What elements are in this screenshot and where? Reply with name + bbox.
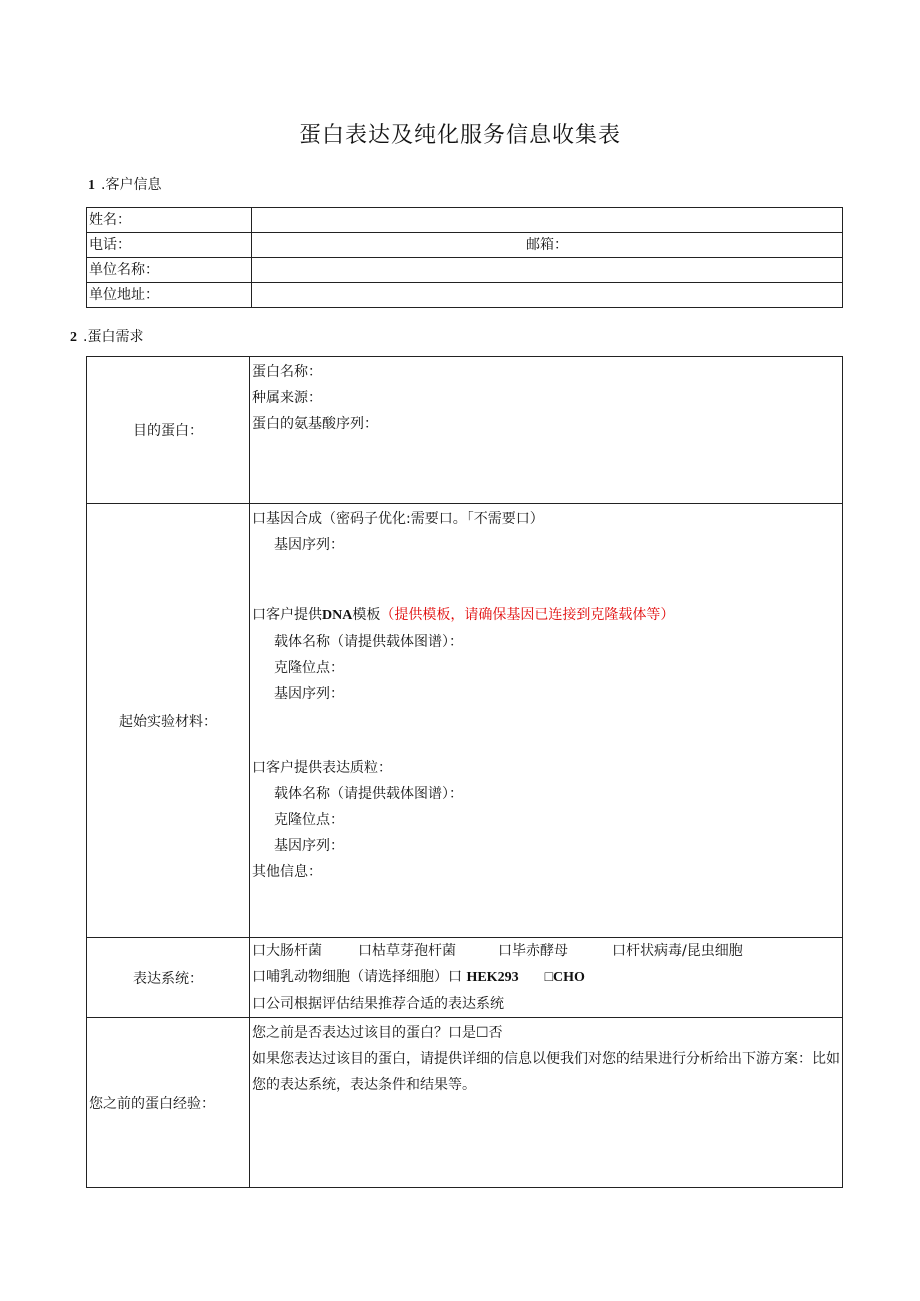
gene-synthesis-option[interactable]: 口基因合成（密码子优化:需要口。「不需要口） <box>252 511 544 527</box>
section-title: .蛋白需求 <box>83 329 144 345</box>
clone-site-line: 克隆位点： <box>274 812 344 828</box>
table-row <box>87 233 843 258</box>
target-protein-label: 目的蛋白： <box>87 357 250 504</box>
table-row <box>87 208 843 233</box>
section-heading-protein <box>70 326 143 346</box>
baculovirus-option[interactable]: 口杆状病毒/昆虫细胞 <box>612 943 743 959</box>
plasmid-option[interactable]: 口客户提供表达质粒： <box>252 760 392 776</box>
customer-info-table <box>86 207 843 308</box>
table-row <box>87 504 843 938</box>
other-info-line: 其他信息： <box>252 864 322 880</box>
previous-experience-label: 您之前的蛋白经验： <box>87 1018 250 1188</box>
section-number: 1 <box>88 178 95 193</box>
gene-sequence-line: 基因序列： <box>274 537 344 553</box>
expression-system-field <box>250 938 843 1018</box>
name-field[interactable] <box>252 208 843 233</box>
expression-system-label: 表达系统： <box>87 938 250 1018</box>
page-title: 蛋白表达及纯化服务信息收集表 <box>298 123 621 148</box>
vector-name-line: 载体名称（请提供载体图谱）： <box>274 634 463 650</box>
cho-option[interactable]: □CHO <box>544 970 585 985</box>
org-field[interactable] <box>252 258 843 283</box>
phone-email-field[interactable] <box>252 233 843 258</box>
table-row <box>87 938 843 1018</box>
expression-options-row <box>252 938 842 964</box>
mammalian-option[interactable]: 口哺乳动物细胞（请选择细胞）口 <box>252 969 462 985</box>
section-title: .客户信息 <box>101 177 162 193</box>
clone-site-line: 克隆位点： <box>274 660 344 676</box>
protein-requirement-table <box>86 356 843 1188</box>
org-label: 单位名称： <box>87 258 252 283</box>
table-row <box>87 258 843 283</box>
section-heading-customer <box>88 174 161 194</box>
protein-name-line: 蛋白名称： <box>252 364 322 380</box>
target-protein-field[interactable] <box>250 357 843 504</box>
vector-name-line: 载体名称（请提供载体图谱）： <box>274 786 463 802</box>
experience-question: 您之前是否表达过该目的蛋白？口是☐否 <box>252 1025 503 1041</box>
phone-label: 电话： <box>87 233 252 258</box>
address-label: 单位地址： <box>87 283 252 308</box>
dna-text: DNA <box>322 608 353 623</box>
dna-prefix: 口客户提供 <box>252 607 322 623</box>
previous-experience-field[interactable] <box>250 1018 843 1188</box>
starting-material-field[interactable] <box>250 504 843 938</box>
mammalian-row <box>252 964 842 991</box>
dna-template-note: （提供模板，请确保基因已连接到克隆载体等） <box>380 607 675 623</box>
address-field[interactable] <box>252 283 843 308</box>
hek293-option[interactable]: HEK293 <box>466 970 519 985</box>
recommend-option[interactable]: 口公司根据评估结果推荐合适的表达系统 <box>252 996 504 1012</box>
species-line: 种属来源： <box>252 390 322 406</box>
experience-detail: 如果您表达过该目的蛋白，请提供详细的信息以便我们对您的结果进行分析给出下游方案：比如您的表达系统，表达条件和结果等。 <box>252 1051 840 1093</box>
email-label: 邮箱： <box>526 237 568 253</box>
name-label: 姓名： <box>87 208 252 233</box>
table-row <box>87 357 843 504</box>
section-number: 2 <box>70 330 77 345</box>
ecoli-option[interactable]: 口大肠杆菌 <box>252 943 322 959</box>
starting-material-label: 起始实验材料： <box>87 504 250 938</box>
gene-sequence-line: 基因序列： <box>274 838 344 854</box>
pichia-option[interactable]: 口毕赤酵母 <box>498 943 568 959</box>
amino-acid-line: 蛋白的氨基酸序列： <box>252 416 378 432</box>
dna-template-option[interactable] <box>252 602 842 629</box>
table-row <box>87 283 843 308</box>
table-row <box>87 1018 843 1188</box>
gene-sequence-line: 基因序列： <box>274 686 344 702</box>
bsubtilis-option[interactable]: 口枯草芽孢杆菌 <box>358 943 456 959</box>
template-text: 模板 <box>352 607 381 623</box>
